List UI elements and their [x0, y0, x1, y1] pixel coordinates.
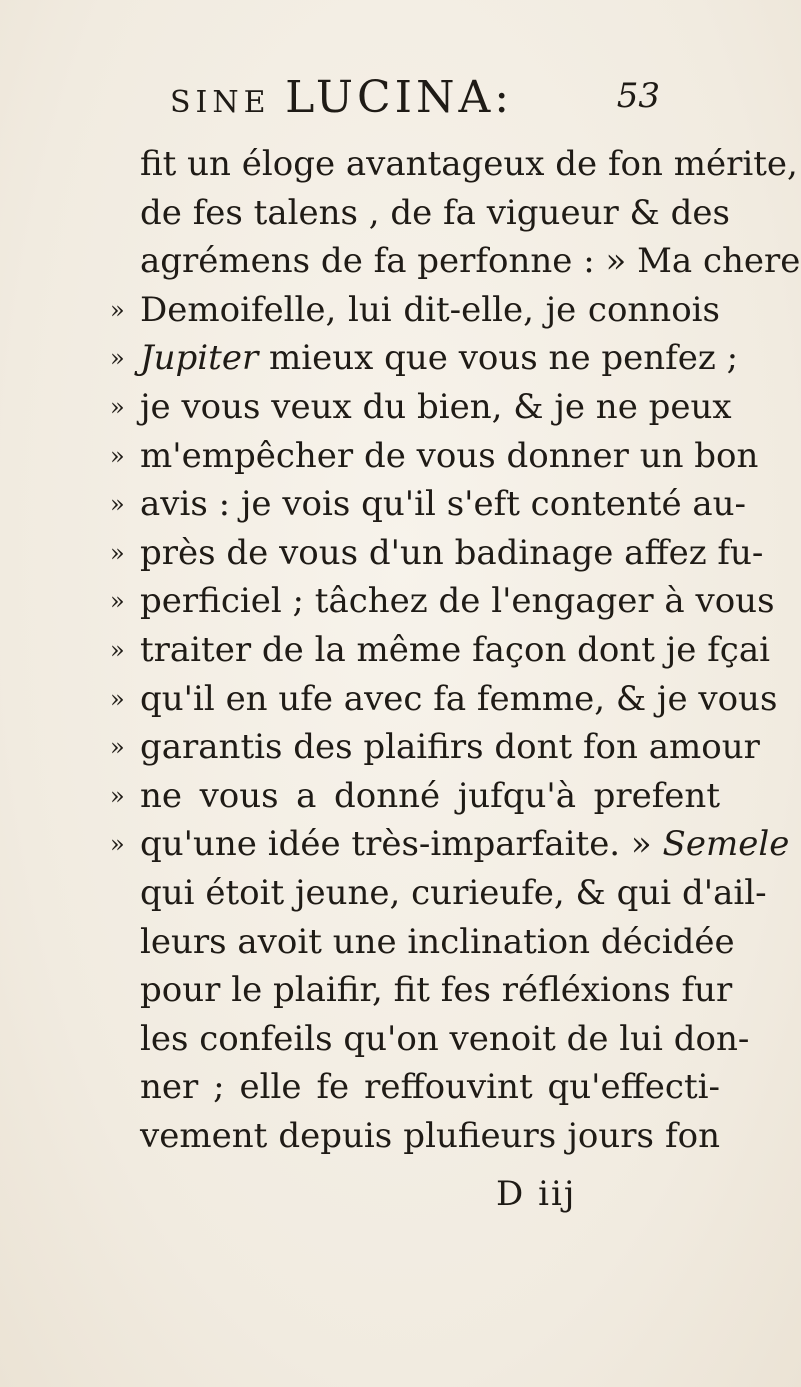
line-text: Demoifelle, lui dit-elle, je connois [140, 289, 720, 330]
line-text: avis : je vois qu'il s'eft contenté au- [140, 484, 747, 525]
text-line [140, 189, 730, 238]
quote-mark: » [110, 392, 125, 421]
running-head [170, 72, 690, 122]
quote-mark: » [110, 538, 125, 567]
quote-mark: » [110, 587, 125, 616]
text-line [140, 1063, 720, 1112]
quote-mark: » [110, 684, 125, 713]
quote-mark: » [110, 441, 125, 470]
line-text: de fes talens , de fa vigueur & des [140, 192, 730, 233]
line-text: garantis des plaifirs dont fon amour [140, 727, 760, 768]
line-text: perficiel ; tâchez de l'engager à vous [140, 581, 775, 622]
quote-mark: » [110, 295, 125, 324]
text-line [110, 334, 739, 383]
text-line [110, 577, 775, 626]
text-line [140, 918, 735, 967]
line-text: vement depuis plufieurs jours fon [140, 1115, 720, 1156]
line-text: près de vous d'un badinage affez fu- [140, 532, 764, 573]
running-title-prefix: SINE [170, 85, 286, 120]
text-line [140, 1112, 720, 1161]
line-text: ner ; elle fe reffouvint qu'effecti- [140, 1067, 720, 1108]
text-line [140, 966, 733, 1015]
line-text: leurs avoit une inclination décidée [140, 921, 735, 962]
text-line [110, 432, 759, 481]
line-text: Jupiter mieux que vous ne penfez ; [140, 338, 739, 379]
signature-mark: D iij [496, 1174, 577, 1214]
quote-mark: » [110, 830, 125, 859]
page-number: 53 [616, 76, 660, 116]
quote-mark: » [110, 635, 125, 664]
line-text: traiter de la même façon dont je fçai [140, 629, 770, 670]
text-line [110, 286, 720, 335]
line-text: les confeils qu'on venoit de lui don- [140, 1018, 750, 1059]
text-line [110, 480, 747, 529]
text-line [110, 675, 778, 724]
line-text: ne vous a donné jufqu'à prefent [140, 775, 720, 816]
line-text: pour le plaifir, fit fes réfléxions fur [140, 970, 733, 1011]
quote-mark: » [110, 344, 125, 373]
text-line [140, 869, 767, 918]
text-line [140, 140, 798, 189]
line-text: qui étoit jeune, curieufe, & qui d'ail- [140, 872, 767, 913]
line-text: fit un éloge avantageux de fon mérite, [140, 144, 798, 184]
line-text: agrémens de fa perfonne : » Ma chere [140, 241, 801, 282]
text-line [110, 820, 790, 869]
line-text: je vous veux du bien, & je ne peux [140, 386, 732, 427]
line-text: qu'il en ufe avec fa femme, & je vous [140, 678, 778, 719]
running-title-main: LUCINA: [285, 72, 514, 123]
text-line [110, 772, 720, 821]
quote-mark: » [110, 781, 125, 810]
line-text: qu'une idée très-imparfaite. » Semele [140, 824, 790, 865]
quote-mark: » [110, 733, 125, 762]
text-line [140, 237, 801, 286]
body-text [110, 140, 801, 1160]
quote-mark: » [110, 490, 125, 519]
running-title [170, 72, 513, 123]
text-line [110, 626, 770, 675]
line-text: m'empêcher de vous donner un bon [140, 435, 759, 476]
text-line [140, 1015, 750, 1064]
text-line [110, 383, 732, 432]
text-line [110, 529, 764, 578]
text-line [110, 723, 760, 772]
